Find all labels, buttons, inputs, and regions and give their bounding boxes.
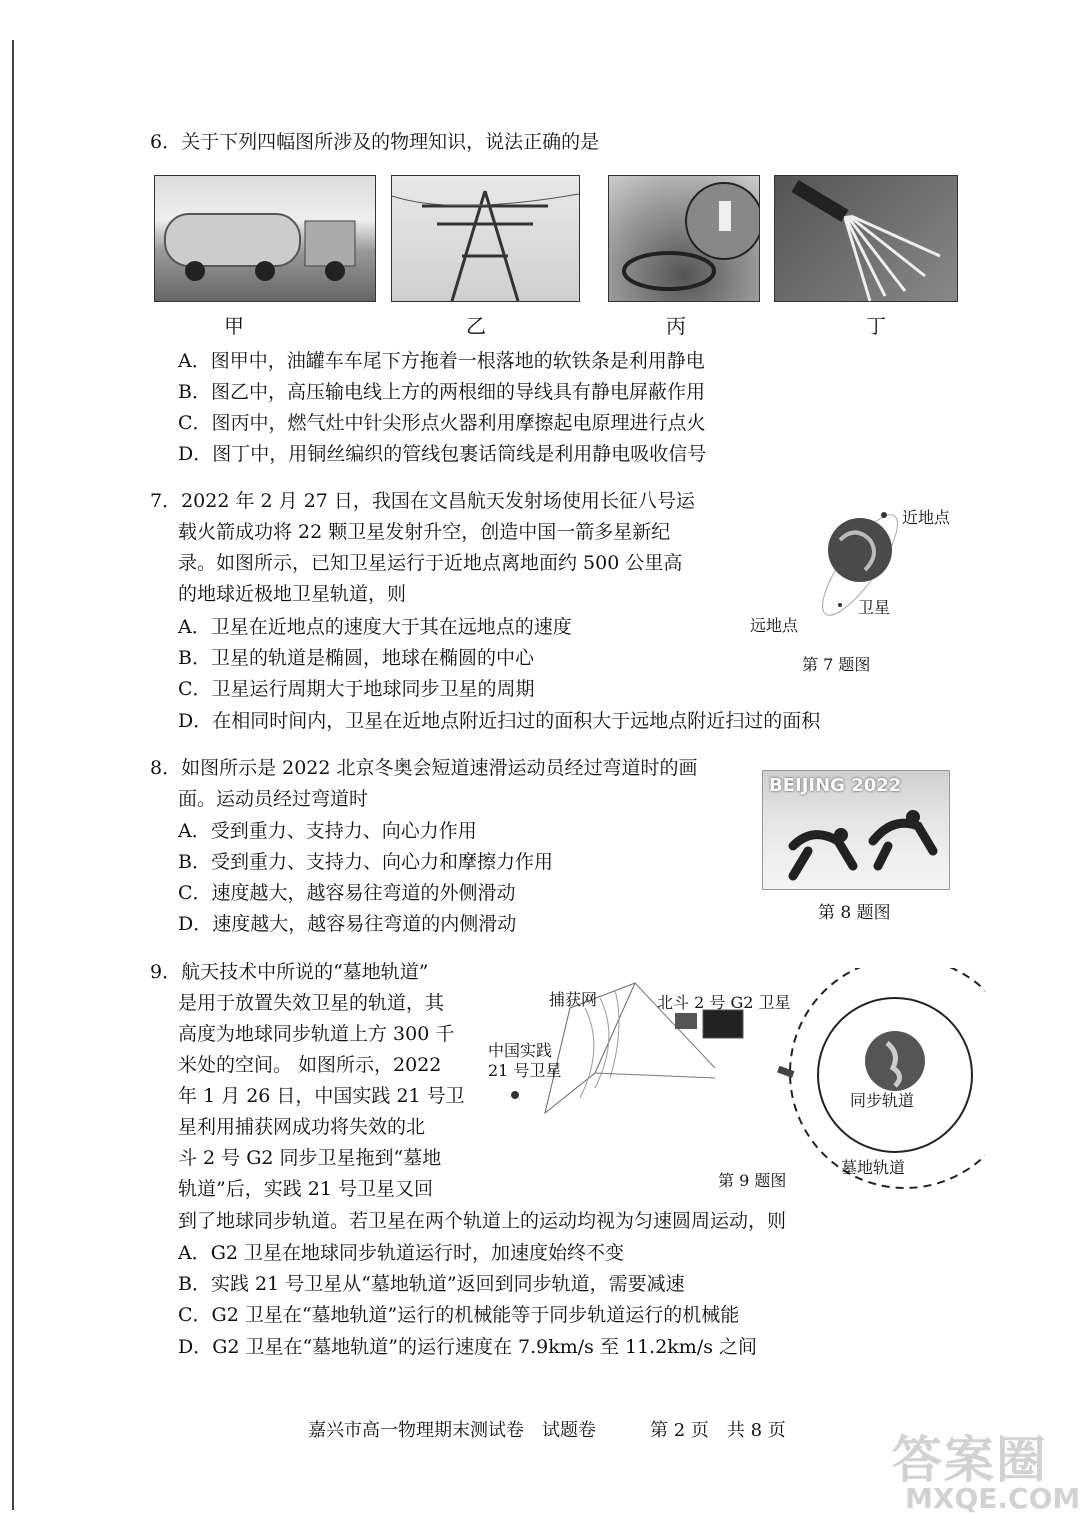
q7-stem-line-2: 载火箭成功将 22 颗卫星发射升空，创造中国一箭多星新纪 — [178, 521, 671, 543]
q6-photo-jia-tanker-truck — [154, 175, 376, 302]
q9-figure — [485, 968, 985, 1198]
q9-label-sj21-line-1: 中国实践 — [488, 1041, 553, 1060]
q6-photo-ding-braided-cable — [774, 175, 958, 302]
q7-stem-line-3: 录。如图所示，已知卫星运行于近地点离地面约 500 公里高 — [178, 552, 683, 574]
q8-photo-speed-skaters — [762, 770, 950, 890]
q6-option-d: D．图丁中，用铜丝编织的管线包裹话筒线是利用静电吸收信号 — [178, 443, 707, 465]
q9-stem-line-1: 9．航天技术中所说的“墓地轨道” — [150, 961, 429, 983]
q8-stem-line-1: 8．如图所示是 2022 北京冬奥会短道速滑运动员经过弯道时的画 — [150, 757, 698, 779]
q9-option-a: A．G2 卫星在地球同步轨道运行时，加速度始终不变 — [178, 1242, 625, 1264]
q6-option-c: C．图丙中，燃气灶中针尖形点火器利用摩擦起电原理进行点火 — [178, 412, 706, 434]
q8-figure-caption: 第 8 题图 — [818, 903, 891, 923]
q9-label-capture-net: 捕获网 — [549, 990, 598, 1009]
q9-label-beidou-g2: 北斗 2 号 G2 卫星 — [657, 993, 791, 1012]
q7-figure — [750, 495, 960, 680]
speed-skaters-icon — [763, 771, 949, 889]
q8-option-c: C．速度越大，越容易往弯道的外侧滑动 — [178, 882, 516, 904]
q7-option-b: B．卫星的轨道是椭圆，地球在椭圆的中心 — [178, 647, 534, 669]
page-margin-rule — [12, 40, 14, 1510]
q9-stem-line-7: 斗 2 号 G2 同步卫星拖到“墓地 — [178, 1147, 442, 1169]
q7-stem-line-1: 7．2022 年 2 月 27 日，我国在文昌航天发射场使用长征八号运 — [150, 490, 695, 512]
q9-figure-caption: 第 9 题图 — [718, 1171, 787, 1190]
gas-stove-igniter-icon — [609, 176, 759, 301]
watermark-site-text: MXQE.COM — [905, 1482, 1080, 1515]
power-tower-icon — [392, 176, 579, 301]
q9-option-d: D．G2 卫星在“墓地轨道”的运行速度在 7.9km/s 至 11.2km/s 之间 — [178, 1336, 758, 1358]
q9-stem-line-4: 米处的空间。 如图所示，2022 — [178, 1054, 442, 1076]
q7-figure-caption: 第 7 题图 — [802, 655, 871, 674]
watermark-logo-text: 答案圈 — [892, 1431, 1048, 1489]
q9-option-c: C．G2 卫星在“墓地轨道”运行的机械能等于同步轨道运行的机械能 — [178, 1304, 740, 1326]
q6-caption-ding: 丁 — [866, 314, 886, 338]
q9-stem-line-2: 是用于放置失效卫星的轨道，其 — [178, 992, 445, 1014]
tanker-truck-icon — [155, 176, 375, 301]
q7-option-c: C．卫星运行周期大于地球同步卫星的周期 — [178, 678, 535, 700]
q9-stem-line-5: 年 1 月 26 日，中国实践 21 号卫 — [178, 1085, 465, 1107]
page-footer: 嘉兴市高一物理期末测试卷 试题卷 第 2 页 共 8 页 — [308, 1420, 786, 1441]
q7-label-apogee: 远地点 — [750, 616, 799, 635]
q6-caption-yi: 乙 — [466, 314, 486, 338]
q6-option-a: A．图甲中，油罐车车尾下方拖着一根落地的软铁条是利用静电 — [178, 350, 705, 372]
q6-option-b: B．图乙中，高压输电线上方的两根细的导线具有静电屏蔽作用 — [178, 381, 705, 403]
q7-option-a: A．卫星在近地点的速度大于其在远地点的速度 — [178, 616, 572, 638]
q8-stem-line-2: 面。运动员经过弯道时 — [178, 788, 369, 810]
q6-caption-jia: 甲 — [224, 314, 244, 338]
q8-option-b: B．受到重力、支持力、向心力和摩擦力作用 — [178, 851, 553, 873]
q9-stem-line-3: 高度为地球同步轨道上方 300 千 — [178, 1023, 455, 1045]
q9-stem-line-6: 星利用捕获网成功将失效的北 — [178, 1116, 426, 1138]
q9-label-sync-orbit: 同步轨道 — [850, 1091, 915, 1110]
q7-label-satellite: 卫星 — [858, 598, 891, 617]
q6-photo-bing-gas-stove — [608, 175, 760, 302]
q7-option-d: D．在相同时间内，卫星在近地点附近扫过的面积大于远地点附近扫过的面积 — [178, 710, 821, 732]
q9-label-grave-orbit: 墓地轨道 — [841, 1158, 906, 1177]
q6-stem: 6．关于下列四幅图所涉及的物理知识，说法正确的是 — [150, 131, 600, 153]
q8-option-d: D．速度越大，越容易往弯道的内侧滑动 — [178, 913, 517, 935]
q9-stem-line-9: 到了地球同步轨道。若卫星在两个轨道上的运动均视为匀速圆周运动，则 — [178, 1210, 787, 1232]
q8-banner-text: BEIJING 2022 — [769, 775, 902, 796]
q6-photo-yi-power-tower — [391, 175, 580, 302]
braided-cable-icon — [775, 176, 957, 301]
q7-label-perigee: 近地点 — [902, 508, 951, 527]
q9-stem-line-8: 轨道”后，实践 21 号卫星又回 — [178, 1178, 433, 1200]
q7-stem-line-4: 的地球近极地卫星轨道，则 — [178, 583, 407, 605]
q6-caption-bing: 丙 — [666, 314, 686, 338]
q9-option-b: B．实践 21 号卫星从“墓地轨道”返回到同步轨道，需要减速 — [178, 1273, 685, 1295]
q9-label-sj21-line-2: 21 号卫星 — [488, 1061, 562, 1080]
q8-option-a: A．受到重力、支持力、向心力作用 — [178, 820, 477, 842]
